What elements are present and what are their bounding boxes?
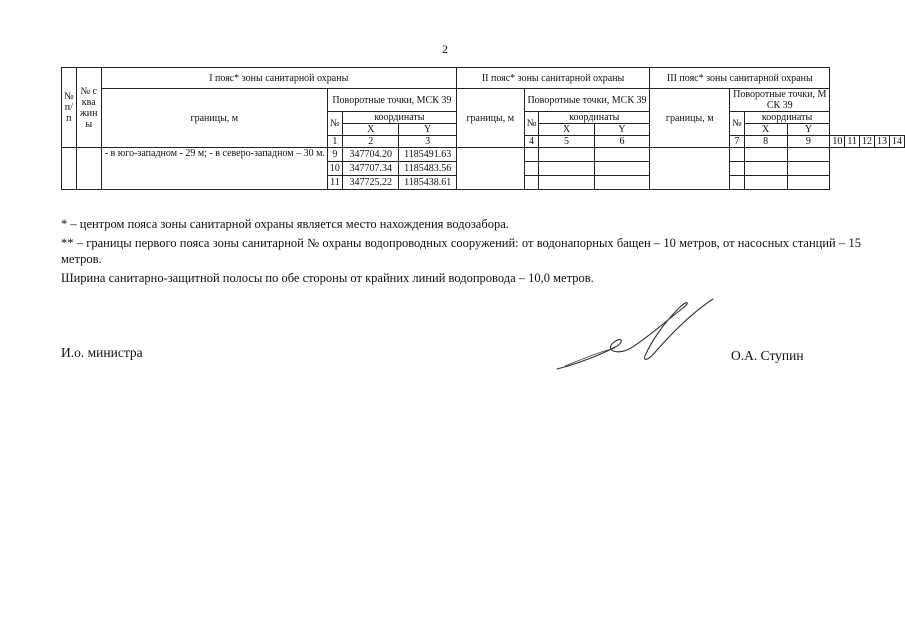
zone-2-boundaries-cell: [456, 148, 524, 190]
zone-2-point-y: [594, 176, 649, 190]
zone-2-no-header: №: [524, 112, 539, 136]
zone-2-point-x: [539, 176, 594, 190]
footnotes: [61, 216, 861, 286]
zone-3-point-x: [744, 148, 787, 162]
header-zone-1: I пояс* зоны санитарной охраны: [101, 68, 456, 89]
column-number: 12: [860, 136, 875, 148]
zone-1-boundaries-value: - в юго-западном - 29 м; - в северо-западном – 30 м.: [104, 148, 325, 159]
zone-2-points-header: Поворотные точки, МСК 39: [524, 89, 650, 112]
column-number: 8: [744, 136, 787, 148]
zone-3-points-header: Поворотные точки, МСК 39: [730, 89, 830, 112]
note-protection-strip-width: Ширина санитарно-защитной полосы по обе стороны от крайних линий водопровода – 10,0 метров.: [61, 271, 594, 285]
note-first-zone-boundaries: ** – границы первого пояса зоны санитарной № охраны водопроводных сооружений: от водонапорных бащен – 10 метров, от насосных станций – 15 метров.: [61, 236, 861, 266]
zone-1-points-header: Поворотные точки, МСК 39: [327, 89, 456, 112]
zone-1-point-x: 347704.20: [342, 148, 399, 162]
zone-1-y-header: Y: [399, 124, 456, 136]
zone-2-point-y: [594, 162, 649, 176]
zone-1-boundaries-header: границы, м: [101, 89, 327, 148]
column-number: 14: [890, 136, 905, 148]
column-number: 10: [830, 136, 845, 148]
zone-2-x-header: X: [539, 124, 594, 136]
zone-3-point-x: [744, 176, 787, 190]
note-center: * – центром пояса зоны санитарной охраны является место нахождения водозабора.: [61, 217, 509, 231]
zone-3-x-header: X: [744, 124, 787, 136]
zone-3-boundaries-cell: [650, 148, 730, 190]
zone-3-y-header: Y: [787, 124, 830, 136]
column-number: 13: [875, 136, 890, 148]
column-number: 9: [787, 136, 830, 148]
zone-2-point-no: [524, 176, 539, 190]
well-number-cell: [76, 148, 101, 190]
zone-3-point-y: [787, 176, 830, 190]
zone-2-y-header: Y: [594, 124, 649, 136]
zone-3-point-y: [787, 148, 830, 162]
zone-1-boundaries-text: [101, 148, 327, 190]
zone-1-no-header: №: [327, 112, 342, 136]
header-well-number: № скважины: [76, 68, 101, 148]
zone-3-boundaries-header: границы, м: [650, 89, 730, 148]
zone-2-point-no: [524, 162, 539, 176]
row-number-cell: [62, 148, 77, 190]
zone-1-point-x: 347725.22: [342, 176, 399, 190]
zone-2-boundaries-header: границы, м: [456, 89, 524, 148]
zone-2-point-x: [539, 148, 594, 162]
zone-3-coords-header: координаты: [744, 112, 830, 124]
zone-1-point-no: 9: [327, 148, 342, 162]
zone-2-coords-header: координаты: [539, 112, 650, 124]
zone-3-point-no: [730, 162, 745, 176]
sanitary-zones-table: [61, 67, 905, 190]
table-row: [62, 148, 905, 162]
column-number: 2: [342, 136, 399, 148]
column-number: 11: [845, 136, 860, 148]
zone-1-point-y: 1185491.63: [399, 148, 456, 162]
zone-1-x-header: X: [342, 124, 399, 136]
zone-1-point-y: 1185438.61: [399, 176, 456, 190]
zone-1-point-no: 11: [327, 176, 342, 190]
column-number: 4: [524, 136, 539, 148]
zone-1-point-y: 1185483.56: [399, 162, 456, 176]
column-number: 7: [730, 136, 745, 148]
column-number: 5: [539, 136, 594, 148]
zone-3-point-y: [787, 162, 830, 176]
handwritten-signature: [555, 296, 725, 376]
zone-1-point-no: 10: [327, 162, 342, 176]
zone-1-coords-header: координаты: [342, 112, 456, 124]
signatory-position: И.о. министра: [61, 345, 143, 360]
header-zone-2: II пояс* зоны санитарной охраны: [456, 68, 649, 89]
zone-3-point-no: [730, 176, 745, 190]
column-number: 1: [327, 136, 342, 148]
header-row-number: № п/п: [62, 68, 77, 148]
header-zone-3: III пояс* зоны санитарной охраны: [650, 68, 830, 89]
page-number: 2: [442, 42, 448, 56]
zone-2-point-y: [594, 148, 649, 162]
signatory-name: О.А. Ступин: [731, 348, 804, 363]
zone-2-point-no: [524, 148, 539, 162]
zone-3-point-x: [744, 162, 787, 176]
column-number: 3: [399, 136, 456, 148]
zone-2-point-x: [539, 162, 594, 176]
zone-3-point-no: [730, 148, 745, 162]
column-number: 6: [594, 136, 649, 148]
zone-3-no-header: №: [730, 112, 745, 136]
zone-1-point-x: 347707.34: [342, 162, 399, 176]
